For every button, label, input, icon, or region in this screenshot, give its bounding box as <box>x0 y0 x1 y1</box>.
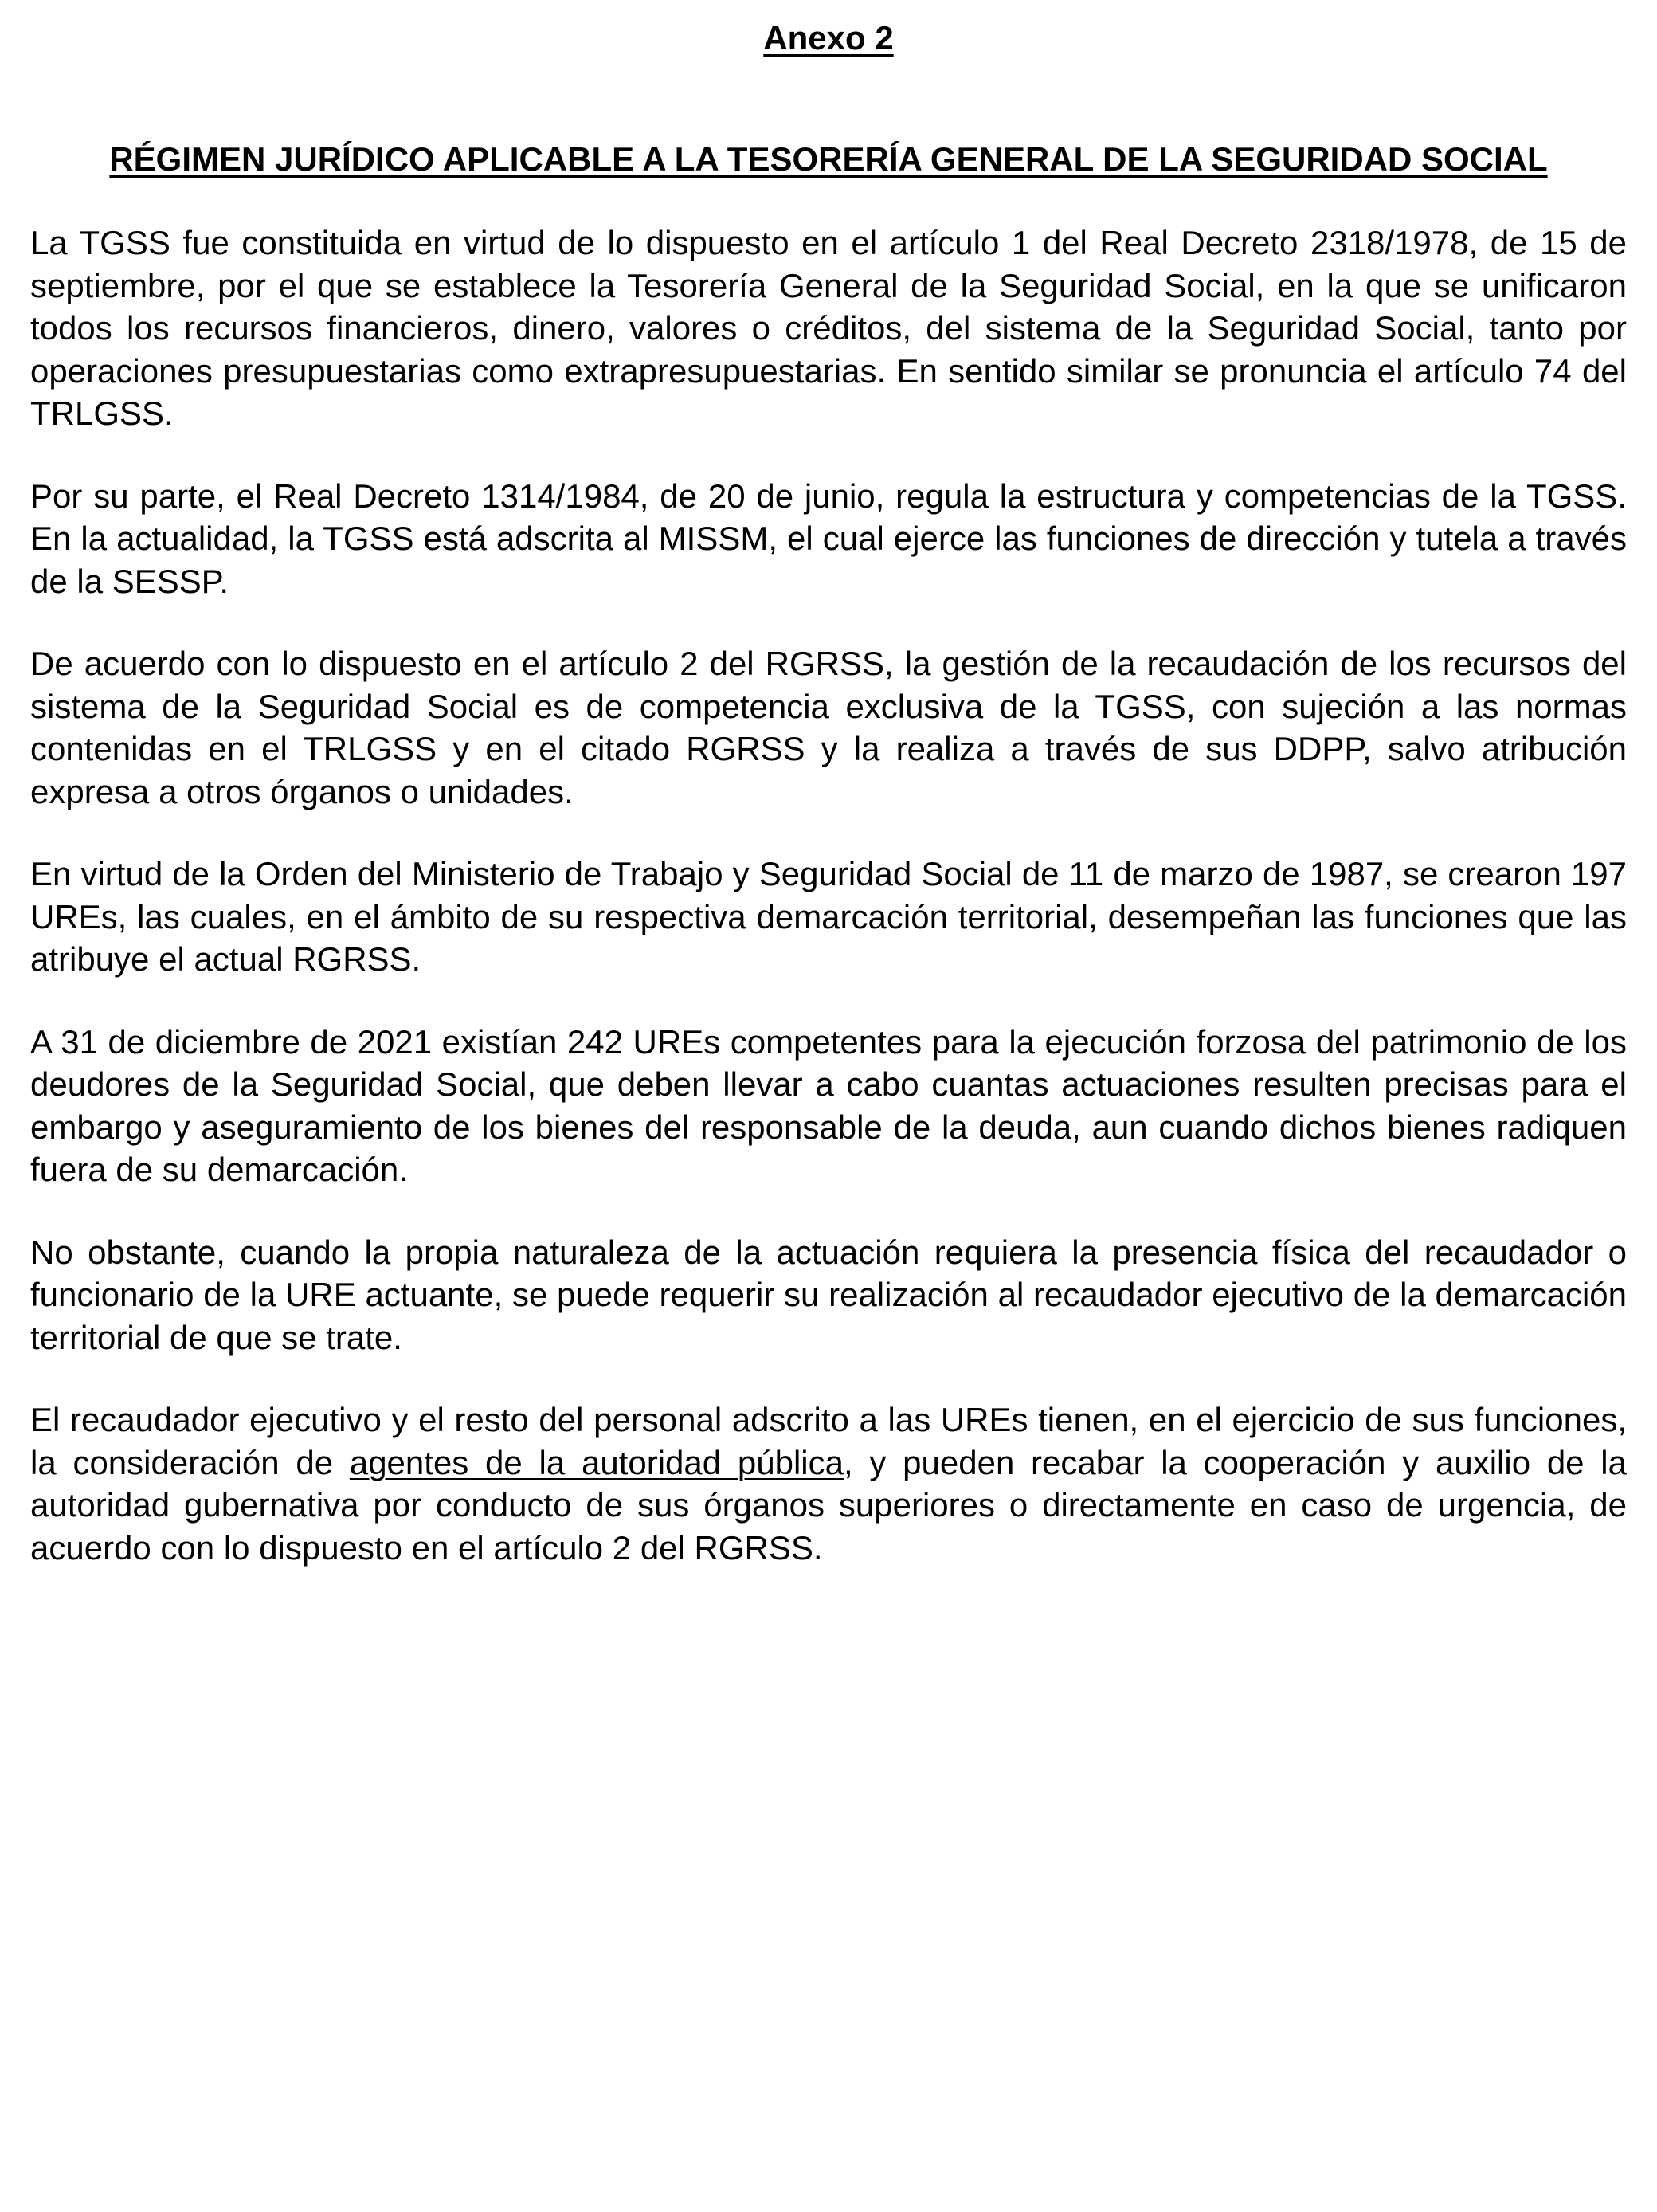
paragraph-2: Por su parte, el Real Decreto 1314/1984, de 20 de junio, regula la estructura y competencias de la TGSS. En la actualidad, la TGSS está adscrita al MISSM, el cual ejerce las funciones de dirección y tutela a través de la SESSP. <box>30 477 1627 600</box>
annex-title: Anexo 2 <box>763 19 894 57</box>
paragraph-6: No obstante, cuando la propia naturaleza de la actuación requiera la presencia física del recaudador o funcionario de la URE actuante, se puede requerir su realización al recaudador ejecutivo de la demarcación territorial de que se trate. <box>30 1233 1627 1356</box>
underlined-term: agentes de la autoridad pública <box>349 1443 844 1481</box>
paragraph-7-text-start: El recaudador ejecutivo y el resto del personal adscrito a las UREs tienen, en el ejercicio de sus funciones, la consideración de <box>30 1401 1627 1481</box>
document-page <box>30 19 1627 1569</box>
paragraph-1: La TGSS fue constituida en virtud de lo dispuesto en el artículo 1 del Real Decreto 2318/1978, de 15 de septiembre, por el que se establece la Tesorería General de la Seguridad Social, en la que se unificaron todos los recursos financieros, dinero, valores o créditos, del sistema de la Seguridad Social, tanto por operaciones presupuestarias como extrapresupuestarias. En sentido similar se pronuncia el artículo 74 del TRLGSS. <box>30 224 1627 432</box>
paragraph-7-text-end: , y pueden recabar la cooperación y auxilio de la autoridad gubernativa por conducto de sus órganos superiores o directamente en caso de urgencia, de acuerdo con lo dispuesto en el artículo 2 del RGRSS. <box>30 1443 1627 1567</box>
paragraph-5: A 31 de diciembre de 2021 existían 242 UREs competentes para la ejecución forzosa del patrimonio de los deudores de la Seguridad Social, que deben llevar a cabo cuantas actuaciones resulten precisas para el embargo y aseguramiento de los bienes del responsable de la deuda, aun cuando dichos bienes radiquen fuera de su demarcación. <box>30 1022 1627 1188</box>
paragraph-7 <box>30 1398 1627 1569</box>
document-title: RÉGIMEN JURÍDICO APLICABLE A LA TESORERÍA GENERAL DE LA SEGURIDAD SOCIAL <box>109 140 1548 178</box>
paragraph-3: De acuerdo con lo dispuesto en el artículo 2 del RGRSS, la gestión de la recaudación de los recursos del sistema de la Seguridad Social es de competencia exclusiva de la TGSS, con sujeción a las normas contenidas en el TRLGSS y en el citado RGRSS y la realiza a través de sus DDPP, salvo atribución expresa a otros órganos o unidades. <box>30 645 1627 810</box>
paragraph-4: En virtud de la Orden del Ministerio de Trabajo y Seguridad Social de 11 de marzo de 1987, se crearon 197 UREs, las cuales, en el ámbito de su respectiva demarcación territorial, desempeñan las funciones que las atribuye el actual RGRSS. <box>30 855 1627 978</box>
